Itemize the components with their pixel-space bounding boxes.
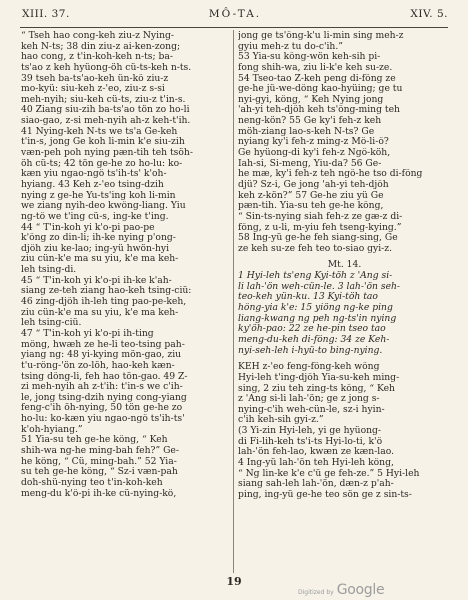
text-line: lah-'ön feh-lao, kwæn ze kæn-lao.: [238, 447, 395, 458]
text-line: hyiang. 43 Keh z-'eo tsing-dzih: [21, 179, 164, 190]
watermark-brand: Google: [336, 582, 385, 598]
text-line: 58 Ing-yü ge-he feh siang-sing, Ge: [238, 233, 398, 244]
text-line: 44 “ T'in-koh yi k'o-pi pao-pe: [21, 222, 155, 233]
text-line: doh-shü-nying teo t'in-koh-keh: [21, 477, 163, 488]
text-line: djôh ziu ke-lao; ing-yü hwön-hyi: [21, 243, 170, 254]
summary-line: teo-keh yün-ku. 13 Kyi-töh tao: [238, 292, 378, 303]
text-line: ziu cün-k'e ma su yiu, k'e ma keh-: [21, 254, 179, 265]
text-line: z 'Ang si-li lah-'ön; ge z jong s-: [238, 394, 380, 405]
text-line: 41 Nying-keh N-ts we ts'a Ge-keh: [21, 126, 178, 137]
text-line: 51 Yia-su teh ge-he kông, “ Keh: [21, 435, 168, 446]
watermark-prefix: Digitized by: [298, 589, 334, 596]
text-line: 47 “ T'in-koh yi k'o-pi ih-ting: [21, 328, 154, 339]
text-line: nyi-gyi, kông, “ Keh Nying jong: [238, 94, 384, 105]
text-line: zi meh-nyih ah z-t'ih: t'in-s we c'ih-: [21, 382, 183, 393]
text-line: su teh ge-he kông, “ Sz-i væn-pah: [21, 467, 178, 478]
text-line: meh-nyih; siu-keh cü-ts, ziu-z t'in-s.: [21, 94, 186, 105]
text-line: nying-c'ih weh-cün-le, sz-i hyin-: [238, 404, 385, 415]
text-line: 54 Tseo-tao Z-keh peng di-fông ze: [238, 73, 396, 84]
chapter-heading: Mt. 14.: [327, 260, 362, 271]
text-line: feng-c'ih öh-nying, 50 tön ge-he zo: [21, 403, 183, 414]
text-line: t'in-s, jong Ge koh li-min k'e siu-zih: [21, 137, 185, 148]
text-line: ziu cün-k'e ma su yiu, k'e ma keh-: [21, 307, 179, 318]
text-line: he kông, “ Cü, ming-bah.” 52 Yia-: [21, 456, 177, 467]
text-line: ping, ing-yü ge-he teo sön ge z sin-ts-: [238, 489, 412, 500]
text-line: jong ge ts'ông-k'u li-min sing meh-z: [238, 31, 404, 41]
right-column: [238, 31, 451, 501]
header-rule: [20, 27, 448, 28]
summary-line: li lah-'ön weh-cün-le. 3 lah-'ön seh-: [238, 281, 401, 292]
text-line: möh-ziang lao-s-keh N-ts? Ge: [238, 126, 375, 137]
text-line: (3 Yi-zin Hyi-leh, yi ge hyüong-: [238, 426, 382, 437]
text-line: 4 Ing-yü lah-'ön teh Hyi-leh kông,: [238, 457, 394, 468]
text-line: we ziang nyih-deo kwông-liang. Yiu: [21, 201, 186, 212]
text-line: öh cü-ts; 42 tön ge-he zo ho-lu: ko-: [21, 158, 183, 169]
summary-line: ky'öh-pao: 22 ze he-pin tseo tao: [238, 324, 386, 335]
right-column-text: [238, 31, 451, 254]
text-line: tsing dông-li, feh hao tön-gao. 49 Z-: [21, 371, 188, 382]
text-line: ho-lu: ko-kæn yiu ngao-ngô ts'ih-ts': [21, 414, 185, 425]
summary-line: nyi-seh-leh i-hyü-to bing-nying.: [238, 345, 383, 356]
text-line: 45 “ T'in-koh yi k'o-pi ih-ke k'ah-: [21, 275, 172, 286]
running-header: [22, 8, 448, 24]
text-line: siang ze-teh ziang hao-keh tsing-ciü:: [21, 286, 192, 297]
text-line: t'u-rông-'ön zo-löh, hao-keh kæn-: [21, 360, 175, 371]
text-line: “ Tseh hao cong-keh ziu-z Nying-: [21, 31, 174, 41]
text-line: le, jong tsing-dzih nying cong-yiang: [21, 392, 187, 403]
text-line: ge-he jü-we-dông kao-hyüing; ge tu: [238, 84, 403, 95]
text-line: Ge hyüong-di ky'i feh-z Ngô-köh,: [238, 148, 391, 159]
text-line: nying z ge-he Yu-ts'ing koh li-min: [21, 190, 176, 201]
text-line: k'ông zo din-li; ih-ke nying p'ong-: [21, 233, 176, 244]
text-line: væn-peh poh nying pæn-tih teh tsöh-: [21, 148, 193, 159]
text-line: Iah-si, Si-meng, Yiu-da? 56 Ge-: [238, 158, 382, 169]
right-column-continuation: [238, 362, 451, 500]
text-line: 46 zing-djôh ih-leh ting pao-pe-keh,: [21, 297, 187, 308]
text-line: 53 Yia-su kông-wön keh-sih pi-: [238, 52, 381, 63]
text-line: keh z-kön?” 57 Ge-he ziu yü Ge: [238, 190, 384, 201]
text-line: leh tsing-di.: [21, 265, 77, 276]
text-line: ts'ao z keh hyüong-öh cü-ts-keh n-ts.: [21, 62, 192, 73]
text-line: ng-tô we t'ing cü-s, ing-ke t'ing.: [21, 211, 169, 222]
text-line: “ Sin-ts-nying siah feh-z ze gæ-z di-: [238, 211, 403, 222]
text-line: mông, hwæh ze he-li teo-tsing pah-: [21, 339, 185, 350]
summary-line: 1 Hyi-leh ts'eng Kyi-töh z 'Ang si-: [238, 271, 393, 282]
summary-line: meng-du-keh di-fông: 34 ze Keh-: [238, 334, 390, 345]
text-line: nyiang ky'i feh-z ming-z Mô-li-ô?: [238, 137, 389, 148]
header-book-title: MÔ-TA.: [208, 8, 262, 20]
text-line: siao-gao, z-si meh-nyih ah-z keh-t'ih.: [21, 116, 191, 127]
text-line: pæn-tih. Yia-su teh ge-he kông,: [238, 201, 384, 212]
text-line: gyiu meh-z tu do-c'ih.”: [238, 41, 343, 52]
text-line: shih-wa ng-he ming-bah feh?” Ge-: [21, 445, 179, 456]
text-line: leh tsing-ciü.: [21, 318, 82, 329]
text-line: “ Ng lin-ke k'e c'ü ge feh-ze.” 5 Hyi-leh: [238, 468, 420, 479]
text-line: Hyi-leh t'ing-djôh Yia-su-keh ming-: [238, 372, 400, 383]
text-line: c'ih keh-sih gyi-z.”: [238, 415, 324, 426]
text-line: djü? Sz-i, Ge jong 'ah-yi teh-djôh: [238, 179, 389, 190]
summary-line: liang-kwang ng peh ng-ts'in nying: [238, 313, 397, 324]
text-line: siang sah-leh lah-'ön, dæn-z p'ah-: [238, 479, 394, 490]
text-line: 40 Ziang siu-zih ba-ts'ao tön zo ho-li: [21, 105, 190, 116]
text-line: k'oh-hyiang.”: [21, 424, 83, 435]
text-line: ze keh su-ze feh teo to-siao gyi-z.: [238, 243, 393, 254]
text-line: 39 tseh ba-ts'ao-keh ün-kô ziu-z: [21, 73, 169, 84]
text-line: kæn yiu ngao-ngô ts'ih-ts' k'oh-: [21, 169, 167, 180]
text-line: fong shih-wa, ziu li-k'e keh su-ze.: [238, 62, 393, 73]
text-line: sing, 2 ziu teh zing-ts kông, “ Keh: [238, 383, 395, 394]
google-watermark: [298, 579, 384, 598]
text-line: KEH z-'eo feng-fông-keh wông: [238, 362, 380, 373]
text-line: yiang ng: 48 yi-kying mön-gao, ziu: [21, 350, 182, 361]
header-left-reference: XIII. 37.: [22, 8, 70, 20]
left-column: [21, 31, 234, 499]
page-number: 19: [226, 575, 242, 588]
chapter-summary: [238, 271, 451, 356]
text-line: hao cong, z t'in-koh-keh n-ts; ba-: [21, 52, 173, 63]
text-line: 'ah-yi teh-djôh keh ts'ông-ming teh: [238, 105, 400, 116]
text-line: di Fi-lih-keh ts'i-ts Hyi-lo-ti, k'ô: [238, 436, 383, 447]
text-line: neng-kön? 55 Ge ky'i feh-z keh: [238, 116, 382, 127]
text-line: mo-kyü: siu-keh z-'eo, ziu-z s-si: [21, 84, 165, 95]
header-right-reference: XIV. 5.: [410, 8, 448, 20]
text-line: meng-du k'ô-pi ih-ke cü-nying-kô,: [21, 488, 177, 499]
text-line: fông, z u-li, m-yiu feh tseng-kying.”: [238, 222, 402, 233]
text-line: keh N-ts; 38 din ziu-z ai-ken-zong;: [21, 41, 181, 52]
text-line: he mæ, ky'i feh-z teh ngô-he tso di-fông: [238, 169, 423, 180]
summary-line: hông-yia k'e: 15 yiöng ng-ke ping: [238, 303, 393, 314]
